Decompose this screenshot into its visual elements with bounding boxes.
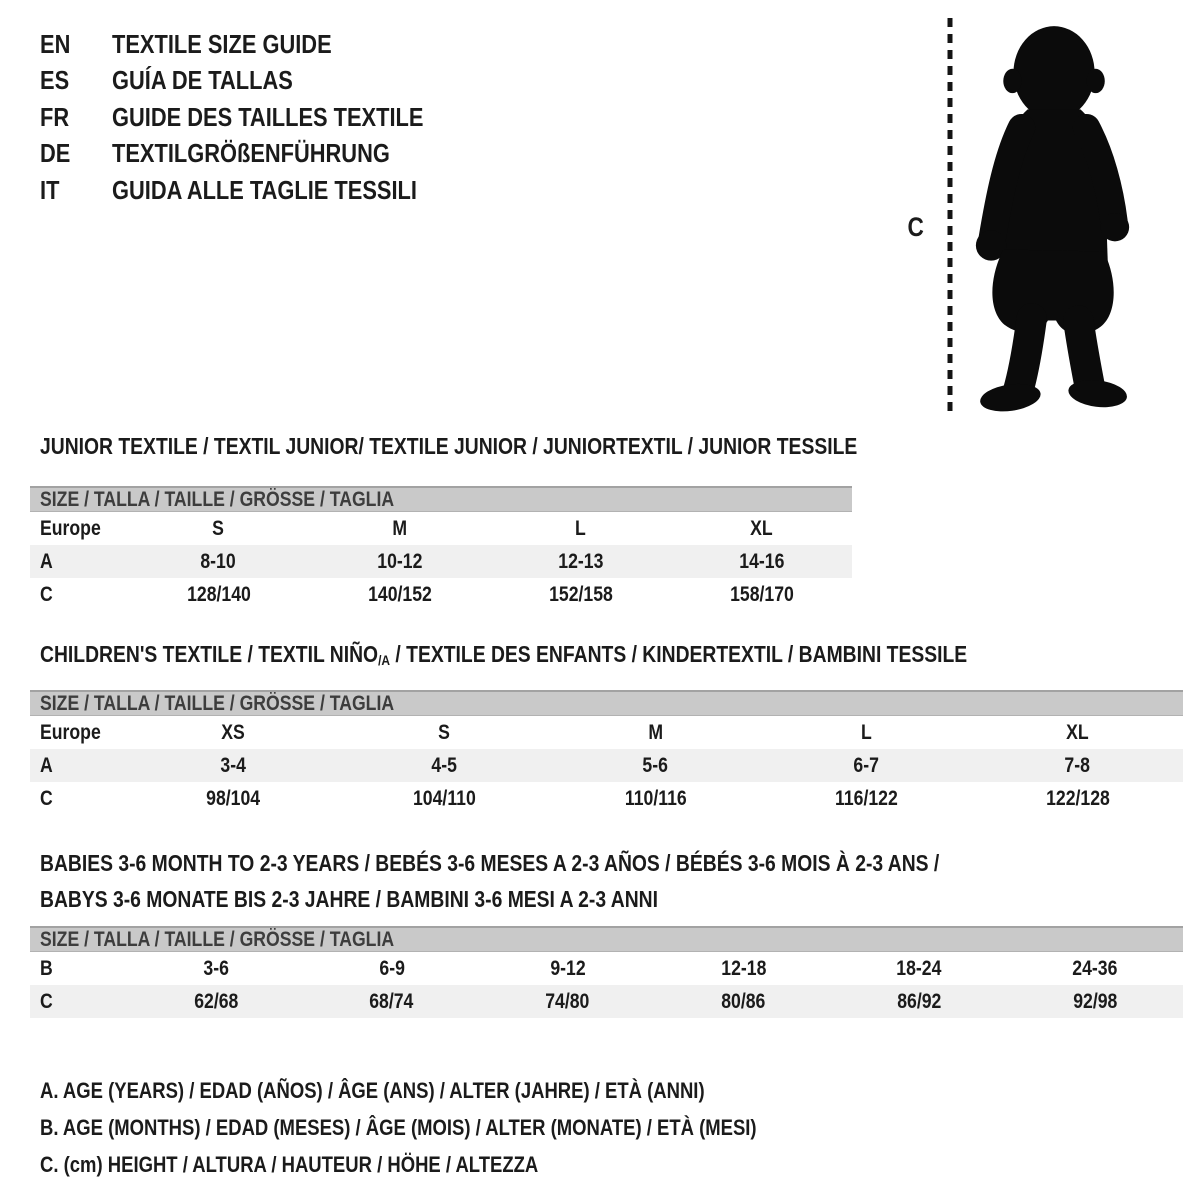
height-cell	[490, 583, 671, 607]
height-cell	[128, 787, 339, 811]
size-cell	[972, 721, 1183, 745]
size-header-label: SIZE / TALLA / TAILLE / GRÖSSE / TAGLIA	[40, 488, 395, 511]
silhouette-ear-left	[1003, 69, 1021, 93]
age-cell	[490, 550, 671, 574]
months-cell-text: 9-12	[549, 956, 586, 980]
size-cell	[761, 721, 972, 745]
age-cell	[972, 754, 1183, 778]
table-row-height	[30, 578, 852, 611]
size-cell-text: L	[575, 516, 586, 540]
babies-title-line2	[40, 881, 1111, 917]
height-cell-text: 74/80	[545, 989, 590, 1013]
size-cell	[490, 517, 671, 541]
size-cell	[550, 721, 761, 745]
row-label	[30, 550, 128, 574]
junior-title-text: JUNIOR TEXTILE / TEXTIL JUNIOR/ TEXTILE JUNIOR / JUNIORTEXTIL / JUNIOR TESSILE	[40, 433, 858, 459]
height-cell-text: 92/98	[1072, 989, 1118, 1013]
size-cell-text: M	[648, 720, 663, 744]
language-code: DE	[40, 138, 71, 169]
age-cell	[550, 754, 761, 778]
size-cell	[128, 517, 309, 541]
silhouette-head	[1013, 26, 1094, 119]
junior-section-title	[40, 433, 1013, 459]
language-code: FR	[40, 101, 70, 132]
children-title-pre: CHILDREN'S TEXTILE / TEXTIL NIÑO	[40, 641, 379, 667]
table-row-height	[30, 782, 1183, 815]
language-label: TEXTILGRÖßENFÜHRUNG	[112, 138, 390, 169]
months-cell	[304, 957, 480, 981]
row-label	[30, 787, 128, 811]
age-cell-text: 5-6	[642, 753, 669, 777]
size-header-bar	[30, 486, 852, 512]
height-cell-text: 62/68	[193, 989, 238, 1013]
silhouette-shorts	[992, 249, 1113, 334]
size-header-label: SIZE / TALLA / TAILLE / GRÖSSE / TAGLIA	[40, 692, 395, 715]
age-cell-text: 8-10	[200, 549, 237, 573]
months-cell	[1007, 957, 1183, 981]
language-row-de	[40, 136, 483, 173]
legend-line-text: C. (cm) HEIGHT / ALTURA / HAUTEUR / HÖHE / ALTEZZA	[40, 1151, 539, 1177]
height-cell-text: 68/74	[369, 989, 414, 1013]
height-cell	[550, 787, 761, 811]
table-row-months	[30, 952, 1183, 985]
months-cell-text: 12-18	[720, 956, 766, 980]
row-label	[30, 990, 128, 1014]
age-cell	[309, 550, 490, 574]
size-cell-text: XL	[750, 516, 773, 540]
height-cell	[480, 990, 656, 1014]
row-label	[30, 754, 128, 778]
silhouette-leg-right	[1078, 321, 1089, 386]
language-label: TEXTILE SIZE GUIDE	[112, 28, 332, 59]
size-cell-text: XS	[221, 720, 246, 744]
height-cell	[671, 583, 852, 607]
language-label: GUIDA ALLE TAGLIE TESSILI	[112, 174, 417, 205]
months-cell-text: 6-9	[378, 956, 405, 980]
age-cell-text: 7-8	[1064, 753, 1091, 777]
age-cell	[128, 754, 339, 778]
months-cell-text: 3-6	[203, 956, 229, 980]
babies-section-title	[40, 845, 1111, 917]
table-row-europe	[30, 512, 852, 545]
language-label: GUÍA DE TALLAS	[112, 65, 293, 96]
babies-title-line2-text: BABYS 3-6 MONATE BIS 2-3 JAHRE / BAMBINI 3-6 MESI A 2-3 ANNI	[40, 886, 658, 912]
height-cell-text: 110/116	[624, 786, 687, 810]
row-label	[30, 957, 128, 981]
children-title-post: / TEXTILE DES ENFANTS / KINDERTEXTIL / BAMBINI TESSILE	[390, 641, 968, 667]
language-row-it	[40, 172, 483, 209]
legend-line-age-years	[40, 1072, 893, 1109]
legend-line-text: B. AGE (MONTHS) / EDAD (MESES) / ÂGE (MOIS) / ALTER (MONATE) / ETÀ (MESI)	[40, 1114, 757, 1140]
size-cell	[309, 517, 490, 541]
size-cell-text: S	[438, 720, 451, 744]
silhouette-ear-right	[1087, 69, 1105, 93]
babies-title-line1	[40, 845, 1111, 881]
size-cell	[671, 517, 852, 541]
height-cell	[655, 990, 831, 1014]
language-label: GUIDE DES TAILLES TEXTILE	[112, 101, 424, 132]
months-cell	[480, 957, 656, 981]
height-cell-text: 158/170	[729, 582, 794, 606]
size-cell	[339, 721, 550, 745]
junior-size-table	[30, 486, 852, 611]
height-cell-text: 116/122	[835, 786, 898, 810]
age-cell	[339, 754, 550, 778]
size-cell	[128, 721, 339, 745]
age-cell-text: 10-12	[376, 549, 423, 573]
silhouette-leg-left	[1019, 319, 1032, 390]
language-row-fr	[40, 99, 483, 136]
months-cell	[831, 957, 1007, 981]
height-cell	[761, 787, 972, 811]
table-row-height	[30, 985, 1183, 1018]
height-cell-text: 104/110	[413, 786, 476, 810]
language-row-es	[40, 63, 483, 100]
row-label-text: C	[40, 582, 53, 606]
toddler-silhouette-shape	[976, 26, 1129, 415]
legend-line-height-cm	[40, 1146, 893, 1183]
height-measure-line	[946, 16, 954, 420]
table-row-europe	[30, 716, 1183, 749]
language-list	[40, 26, 483, 209]
height-cell	[972, 787, 1183, 811]
height-cell	[304, 990, 480, 1014]
height-measure-letter: C	[907, 212, 924, 242]
size-cell-text: L	[861, 720, 872, 744]
legend	[40, 1072, 893, 1183]
language-code: ES	[40, 65, 70, 96]
age-cell	[128, 550, 309, 574]
language-code: EN	[40, 28, 71, 59]
row-label-text: Europe	[40, 516, 101, 540]
babies-title-line1-text: BABIES 3-6 MONTH TO 2-3 YEARS / BEBÉS 3-6 MESES A 2-3 AÑOS / BÉBÉS 3-6 MOIS À 2-3 ANS /	[40, 850, 940, 876]
height-cell	[128, 583, 309, 607]
silhouette-hand-right	[1101, 213, 1129, 241]
children-section-title	[40, 641, 1144, 674]
table-row-age	[30, 749, 1183, 782]
row-label-text: A	[40, 549, 53, 573]
height-cell	[1007, 990, 1183, 1014]
height-cell	[128, 990, 304, 1014]
size-cell-text: S	[212, 516, 225, 540]
age-cell	[671, 550, 852, 574]
age-cell-text: 12-13	[557, 549, 604, 573]
height-cell-text: 128/140	[186, 582, 251, 606]
size-cell-text: XL	[1066, 720, 1089, 744]
legend-line-text: A. AGE (YEARS) / EDAD (AÑOS) / ÂGE (ANS) / ALTER (JAHRE) / ETÀ (ANNI)	[40, 1077, 705, 1103]
row-label	[30, 583, 128, 607]
height-cell-text: 152/158	[548, 582, 613, 606]
age-cell-text: 14-16	[738, 549, 785, 573]
months-cell	[128, 957, 304, 981]
row-label-text: C	[40, 786, 53, 810]
language-row-en	[40, 26, 483, 63]
children-size-table	[30, 690, 1183, 815]
children-title-sub: /A	[378, 653, 391, 670]
height-cell	[339, 787, 550, 811]
toddler-silhouette	[958, 14, 1146, 420]
age-cell	[761, 754, 972, 778]
height-cell-text: 86/92	[897, 989, 942, 1013]
size-cell-text: M	[392, 516, 407, 540]
height-cell	[831, 990, 1007, 1014]
height-cell-text: 80/86	[721, 989, 766, 1013]
language-code: IT	[40, 174, 60, 205]
height-cell	[309, 583, 490, 607]
row-label-text: C	[40, 989, 53, 1013]
size-header-bar	[30, 926, 1183, 952]
legend-line-age-months	[40, 1109, 893, 1146]
age-cell-text: 4-5	[431, 753, 458, 777]
babies-size-table	[30, 926, 1183, 1018]
height-cell-text: 140/152	[367, 582, 432, 606]
row-label	[30, 721, 128, 745]
months-cell-text: 18-24	[896, 956, 942, 980]
size-header-bar	[30, 690, 1183, 716]
size-header-label: SIZE / TALLA / TAILLE / GRÖSSE / TAGLIA	[40, 928, 395, 951]
age-cell-text: 3-4	[220, 753, 247, 777]
height-measure-label	[906, 212, 926, 243]
age-cell-text: 6-7	[853, 753, 880, 777]
height-cell-text: 98/104	[206, 786, 261, 810]
months-cell	[655, 957, 831, 981]
children-title-text	[40, 641, 967, 674]
row-label-text: A	[40, 753, 53, 777]
row-label-text: Europe	[40, 720, 101, 744]
row-label-text: B	[40, 956, 53, 980]
row-label	[30, 517, 128, 541]
table-row-age	[30, 545, 852, 578]
months-cell-text: 24-36	[1072, 956, 1118, 980]
height-cell-text: 122/128	[1045, 786, 1110, 810]
